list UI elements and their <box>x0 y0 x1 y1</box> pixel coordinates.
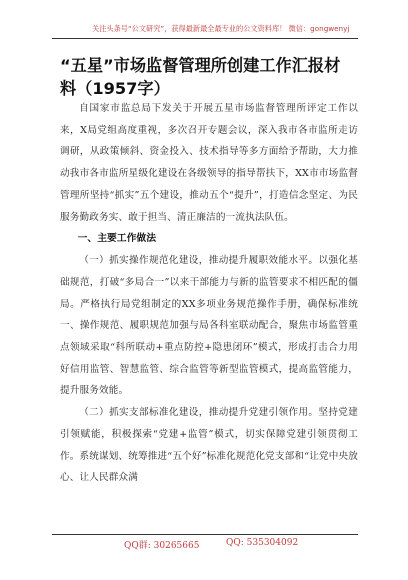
page-header <box>0 0 408 44</box>
intro-paragraph: 自国家市监总局下发关于开展五星市场监督管理所评定工作以来，X局党组高度重视，多次召开专题会议，深入我市各市监所走访调研，从政策倾斜、资金投入、技术指导等多方面给予帮助，大力推动我市各市监所星级化建设在各级领导的指导帮扶下，XX市市场监督管理所坚持“抓实”五个建设，推动五个“提升”，打造信念坚定、为民服务勤政务实、敢于担当、清正廉洁的一流执法队伍。 <box>60 103 358 223</box>
header-notice: 关注头条号“公文研究”，获得最新最全最专业的公文资料库！ 微信：gongwenyj <box>92 24 350 33</box>
document-title: “五星”市场监督管理所创建工作汇报材料（1957字） <box>60 56 341 98</box>
footer-divider <box>52 534 358 535</box>
header-divider <box>52 38 358 39</box>
page-footer <box>0 538 408 552</box>
footer-qq-group: QQ群: 30265665 <box>124 541 200 551</box>
footer-qq-contact: QQ: 535304092 <box>226 538 299 548</box>
section-heading: 一、主要工作做法 <box>77 233 156 245</box>
document-body <box>60 98 358 489</box>
work-item-2: （二）抓实支部标准化建设，推动提升党建引领作用。坚持党建引领赋能，积极探索“党建+监管”模式，切实保障党建引领贯彻工作。系统谋划、统筹推进“五个好”标准化规范化党支部和“让党中央放心、让人民群众满 <box>60 407 358 484</box>
work-item-1: （一）抓实操作规范化建设，推动提升履职效能水平。以强化基础规范，打破“多局合一”以来干部能力与新的监管要求不相匹配的僵局。严格执行局党组制定的XX多项业务规范操作手册，确保标准统一、操作规范、履职规范加强与局各科室联动配合，聚焦市场监管重点领域采取“科所联动+重点防控+隐患闭环”模式，形成打击合力用好信用监管、智慧监管、综合监管等新型监管模式，提高监管能力，提升服务效能。 <box>60 255 358 397</box>
